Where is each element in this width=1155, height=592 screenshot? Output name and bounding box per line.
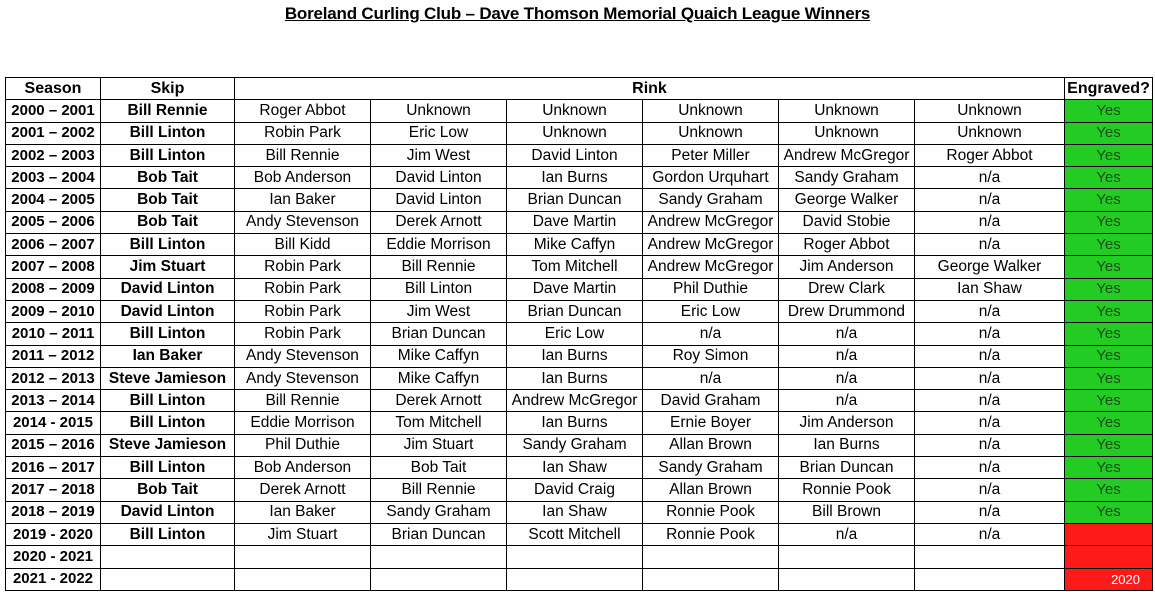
table-row	[6, 390, 1153, 412]
rink-member-cell: Dave Martin	[507, 211, 643, 233]
rink-member-cell: Eric Low	[643, 300, 779, 322]
rink-member-cell: Peter Miller	[643, 144, 779, 166]
table-row	[6, 167, 1153, 189]
rink-member-cell: Drew Clark	[779, 278, 915, 300]
rink-member-cell: Ian Baker	[235, 189, 371, 211]
table-row	[6, 144, 1153, 166]
rink-member-cell: Derek Arnott	[371, 211, 507, 233]
rink-member-cell: n/a	[915, 323, 1065, 345]
rink-member-cell: Jim Stuart	[371, 434, 507, 456]
rink-member-cell: Tom Mitchell	[507, 256, 643, 278]
rink-member-cell: Sandy Graham	[507, 434, 643, 456]
table-row	[6, 367, 1153, 389]
rink-member-cell: Sandy Graham	[779, 167, 915, 189]
rink-member-cell: Bob Tait	[371, 457, 507, 479]
skip-cell: Bill Linton	[101, 523, 235, 545]
engraved-cell	[1065, 523, 1153, 545]
rink-member-cell: Jim West	[371, 300, 507, 322]
season-header: Season	[6, 78, 101, 100]
rink-member-cell: Allan Brown	[643, 434, 779, 456]
rink-member-cell: Roger Abbot	[779, 234, 915, 256]
rink-member-cell: Ronnie Pook	[643, 501, 779, 523]
rink-member-cell: n/a	[643, 323, 779, 345]
rink-member-cell: Bill Linton	[371, 278, 507, 300]
table-row	[6, 568, 1153, 590]
skip-cell: David Linton	[101, 278, 235, 300]
rink-member-cell: Andrew McGregor	[643, 256, 779, 278]
engraved-cell: Yes	[1065, 167, 1153, 189]
rink-member-cell	[235, 546, 371, 568]
skip-cell: Steve Jamieson	[101, 367, 235, 389]
rink-member-cell: Bill Rennie	[235, 144, 371, 166]
rink-member-cell: Eric Low	[507, 323, 643, 345]
rink-member-cell: Ian Burns	[779, 434, 915, 456]
engraved-cell: Yes	[1065, 367, 1153, 389]
rink-member-cell: Brian Duncan	[371, 523, 507, 545]
skip-cell: Ian Baker	[101, 345, 235, 367]
rink-member-cell: Ian Shaw	[507, 501, 643, 523]
rink-member-cell: David Linton	[371, 167, 507, 189]
rink-member-cell: n/a	[915, 345, 1065, 367]
rink-member-cell: Jim Anderson	[779, 412, 915, 434]
rink-member-cell: Unknown	[915, 100, 1065, 122]
rink-member-cell: n/a	[915, 457, 1065, 479]
rink-member-cell: Mike Caffyn	[371, 345, 507, 367]
season-cell: 2001 – 2002	[6, 122, 101, 144]
table-row	[6, 523, 1153, 545]
rink-member-cell	[779, 568, 915, 590]
rink-member-cell: Bill Rennie	[235, 390, 371, 412]
rink-member-cell	[779, 546, 915, 568]
rink-member-cell: Ian Burns	[507, 412, 643, 434]
rink-member-cell: Tom Mitchell	[371, 412, 507, 434]
engraved-cell: Yes	[1065, 390, 1153, 412]
engraved-cell: Yes	[1065, 300, 1153, 322]
season-cell: 2008 – 2009	[6, 278, 101, 300]
rink-member-cell: Andy Stevenson	[235, 211, 371, 233]
skip-cell: Bill Linton	[101, 457, 235, 479]
rink-member-cell: Bob Anderson	[235, 167, 371, 189]
rink-member-cell: Unknown	[779, 122, 915, 144]
rink-member-cell: Sandy Graham	[371, 501, 507, 523]
season-cell: 2009 – 2010	[6, 300, 101, 322]
rink-member-cell	[371, 568, 507, 590]
season-cell: 2017 – 2018	[6, 479, 101, 501]
rink-member-cell: Sandy Graham	[643, 457, 779, 479]
engraved-cell: Yes	[1065, 278, 1153, 300]
rink-member-cell: Ian Burns	[507, 345, 643, 367]
rink-member-cell: Phil Duthie	[235, 434, 371, 456]
engraved-cell	[1065, 546, 1153, 568]
engraved-cell: Yes	[1065, 345, 1153, 367]
season-cell: 2014 - 2015	[6, 412, 101, 434]
season-cell: 2012 – 2013	[6, 367, 101, 389]
rink-member-cell: Bill Rennie	[371, 479, 507, 501]
engraved-cell: Yes	[1065, 501, 1153, 523]
engraved-cell: Yes	[1065, 234, 1153, 256]
rink-member-cell: Jim Anderson	[779, 256, 915, 278]
rink-member-cell: Unknown	[915, 122, 1065, 144]
rink-member-cell: Andrew McGregor	[643, 234, 779, 256]
rink-member-cell: Gordon Urquhart	[643, 167, 779, 189]
rink-member-cell: Robin Park	[235, 122, 371, 144]
table-row	[6, 434, 1153, 456]
rink-member-cell: n/a	[915, 367, 1065, 389]
engraved-cell: Yes	[1065, 457, 1153, 479]
rink-member-cell: Ian Shaw	[915, 278, 1065, 300]
rink-member-cell: George Walker	[915, 256, 1065, 278]
rink-member-cell: Robin Park	[235, 300, 371, 322]
season-cell: 2000 – 2001	[6, 100, 101, 122]
rink-member-cell: Bob Anderson	[235, 457, 371, 479]
rink-member-cell: Ian Shaw	[507, 457, 643, 479]
season-cell: 2003 – 2004	[6, 167, 101, 189]
table-row	[6, 300, 1153, 322]
engraved-cell: Yes	[1065, 256, 1153, 278]
rink-member-cell: Jim West	[371, 144, 507, 166]
rink-member-cell: Roger Abbot	[915, 144, 1065, 166]
engraved-cell: Yes	[1065, 211, 1153, 233]
rink-member-cell	[507, 546, 643, 568]
engraved-cell: Yes	[1065, 100, 1153, 122]
table-row	[6, 546, 1153, 568]
rink-member-cell: Bill Brown	[779, 501, 915, 523]
skip-cell: Bill Linton	[101, 390, 235, 412]
rink-member-cell: Andrew McGregor	[643, 211, 779, 233]
rink-member-cell: n/a	[915, 390, 1065, 412]
engraved-cell: Yes	[1065, 434, 1153, 456]
skip-cell: Bill Linton	[101, 323, 235, 345]
rink-member-cell: Scott Mitchell	[507, 523, 643, 545]
skip-cell: Bill Linton	[101, 144, 235, 166]
rink-member-cell: Unknown	[643, 100, 779, 122]
table-row	[6, 189, 1153, 211]
skip-cell: Bob Tait	[101, 479, 235, 501]
season-cell: 2007 – 2008	[6, 256, 101, 278]
rink-member-cell: David Graham	[643, 390, 779, 412]
rink-member-cell	[371, 546, 507, 568]
season-cell: 2004 – 2005	[6, 189, 101, 211]
engraved-cell: Yes	[1065, 479, 1153, 501]
engraved-cell: Yes	[1065, 122, 1153, 144]
rink-member-cell: Dave Martin	[507, 278, 643, 300]
rink-member-cell: George Walker	[779, 189, 915, 211]
rink-member-cell: Brian Duncan	[779, 457, 915, 479]
rink-member-cell: n/a	[915, 167, 1065, 189]
rink-member-cell: n/a	[915, 434, 1065, 456]
season-cell: 2015 – 2016	[6, 434, 101, 456]
skip-cell: Bill Linton	[101, 412, 235, 434]
engraved-cell: Yes	[1065, 323, 1153, 345]
table-row	[6, 345, 1153, 367]
season-cell: 2010 – 2011	[6, 323, 101, 345]
rink-member-cell: Drew Drummond	[779, 300, 915, 322]
rink-member-cell: David Linton	[507, 144, 643, 166]
season-cell: 2020 - 2021	[6, 546, 101, 568]
rink-member-cell: n/a	[915, 479, 1065, 501]
rink-member-cell: n/a	[779, 345, 915, 367]
engraved-cell: 2020	[1065, 568, 1153, 590]
skip-cell: Bob Tait	[101, 167, 235, 189]
rink-member-cell: Ian Burns	[507, 367, 643, 389]
engraved-cell: Yes	[1065, 412, 1153, 434]
rink-member-cell: Roger Abbot	[235, 100, 371, 122]
skip-cell	[101, 546, 235, 568]
rink-member-cell: n/a	[779, 390, 915, 412]
table-row	[6, 457, 1153, 479]
rink-member-cell: n/a	[915, 234, 1065, 256]
rink-member-cell: Unknown	[371, 100, 507, 122]
table-row	[6, 278, 1153, 300]
table-row	[6, 234, 1153, 256]
skip-cell: Bill Rennie	[101, 100, 235, 122]
season-cell: 2002 – 2003	[6, 144, 101, 166]
header-row	[6, 78, 1153, 100]
rink-member-cell: Eddie Morrison	[371, 234, 507, 256]
rink-member-cell: David Stobie	[779, 211, 915, 233]
skip-cell: Bob Tait	[101, 189, 235, 211]
rink-member-cell: Ernie Boyer	[643, 412, 779, 434]
winners-table	[5, 77, 1153, 591]
rink-member-cell	[507, 568, 643, 590]
rink-member-cell: Bill Rennie	[371, 256, 507, 278]
season-cell: 2016 – 2017	[6, 457, 101, 479]
engraved-cell: Yes	[1065, 189, 1153, 211]
rink-member-cell: Andrew McGregor	[779, 144, 915, 166]
rink-member-cell: Derek Arnott	[371, 390, 507, 412]
season-cell: 2011 – 2012	[6, 345, 101, 367]
skip-cell	[101, 568, 235, 590]
rink-member-cell: n/a	[915, 523, 1065, 545]
rink-member-cell: Brian Duncan	[507, 189, 643, 211]
rink-member-cell: Brian Duncan	[371, 323, 507, 345]
rink-member-cell	[915, 568, 1065, 590]
skip-cell: Bob Tait	[101, 211, 235, 233]
rink-member-cell: n/a	[779, 367, 915, 389]
table-row	[6, 412, 1153, 434]
season-cell: 2013 – 2014	[6, 390, 101, 412]
rink-member-cell: David Craig	[507, 479, 643, 501]
rink-member-cell: Unknown	[507, 122, 643, 144]
rink-header: Rink	[235, 78, 1065, 100]
rink-member-cell	[643, 546, 779, 568]
rink-member-cell: Ian Baker	[235, 501, 371, 523]
rink-member-cell: David Linton	[371, 189, 507, 211]
engraved-cell: Yes	[1065, 144, 1153, 166]
rink-member-cell: n/a	[915, 189, 1065, 211]
skip-cell: David Linton	[101, 501, 235, 523]
rink-member-cell: Phil Duthie	[643, 278, 779, 300]
table-row	[6, 100, 1153, 122]
rink-member-cell: Sandy Graham	[643, 189, 779, 211]
table-row	[6, 479, 1153, 501]
rink-member-cell: n/a	[779, 323, 915, 345]
skip-cell: Bill Linton	[101, 234, 235, 256]
rink-member-cell: n/a	[915, 300, 1065, 322]
rink-member-cell: Robin Park	[235, 256, 371, 278]
rink-member-cell: Bill Kidd	[235, 234, 371, 256]
skip-cell: Jim Stuart	[101, 256, 235, 278]
rink-member-cell	[643, 568, 779, 590]
rink-member-cell: Andy Stevenson	[235, 345, 371, 367]
rink-member-cell: Unknown	[643, 122, 779, 144]
skip-cell: David Linton	[101, 300, 235, 322]
rink-member-cell: Derek Arnott	[235, 479, 371, 501]
rink-member-cell: Allan Brown	[643, 479, 779, 501]
rink-member-cell	[235, 568, 371, 590]
rink-member-cell: Jim Stuart	[235, 523, 371, 545]
rink-member-cell: Robin Park	[235, 278, 371, 300]
rink-member-cell: n/a	[915, 211, 1065, 233]
rink-member-cell: n/a	[643, 367, 779, 389]
rink-member-cell: Roy Simon	[643, 345, 779, 367]
table-row	[6, 501, 1153, 523]
table-row	[6, 256, 1153, 278]
season-cell: 2005 – 2006	[6, 211, 101, 233]
rink-member-cell: Andy Stevenson	[235, 367, 371, 389]
rink-member-cell: Mike Caffyn	[371, 367, 507, 389]
rink-member-cell: Robin Park	[235, 323, 371, 345]
season-cell: 2006 – 2007	[6, 234, 101, 256]
skip-cell: Bill Linton	[101, 122, 235, 144]
table-body	[6, 100, 1153, 591]
rink-member-cell: Ian Burns	[507, 167, 643, 189]
skip-cell: Steve Jamieson	[101, 434, 235, 456]
rink-member-cell: Mike Caffyn	[507, 234, 643, 256]
table-row	[6, 323, 1153, 345]
rink-member-cell: Unknown	[507, 100, 643, 122]
season-cell: 2021 - 2022	[6, 568, 101, 590]
rink-member-cell: Brian Duncan	[507, 300, 643, 322]
rink-member-cell: Ronnie Pook	[779, 479, 915, 501]
rink-member-cell: Andrew McGregor	[507, 390, 643, 412]
season-cell: 2019 - 2020	[6, 523, 101, 545]
rink-member-cell: Unknown	[779, 100, 915, 122]
rink-member-cell: n/a	[915, 412, 1065, 434]
skip-header: Skip	[101, 78, 235, 100]
rink-member-cell: Eddie Morrison	[235, 412, 371, 434]
rink-member-cell: Eric Low	[371, 122, 507, 144]
season-cell: 2018 – 2019	[6, 501, 101, 523]
engraved-header: Engraved?	[1065, 78, 1153, 100]
table-row	[6, 211, 1153, 233]
table-row	[6, 122, 1153, 144]
rink-member-cell	[915, 546, 1065, 568]
rink-member-cell: n/a	[915, 501, 1065, 523]
rink-member-cell: Ronnie Pook	[643, 523, 779, 545]
rink-member-cell: n/a	[779, 523, 915, 545]
page-title: Boreland Curling Club – Dave Thomson Memorial Quaich League Winners	[284, 4, 871, 23]
